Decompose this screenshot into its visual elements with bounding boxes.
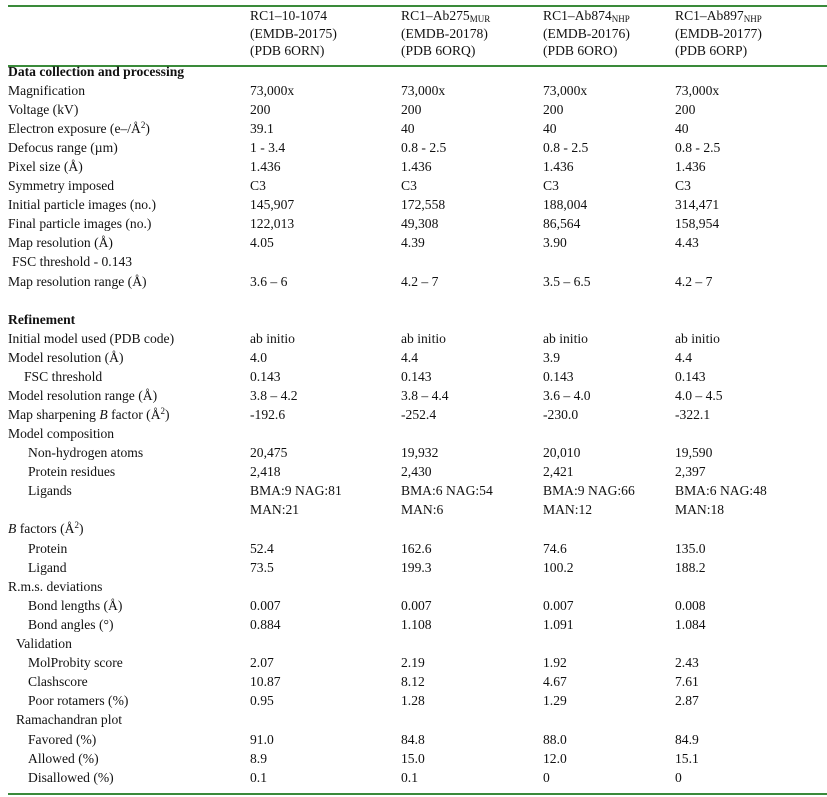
table-row — [8, 348, 827, 367]
cell-value: 20,010 — [543, 445, 581, 461]
cell-value: 1.92 — [543, 655, 567, 671]
table-row — [8, 100, 827, 119]
row-label: Model resolution (Å) — [8, 349, 124, 365]
row-label: Voltage (kV) — [8, 101, 79, 117]
row-label — [8, 405, 250, 424]
complex-name — [250, 7, 401, 25]
cell-value: 20,475 — [250, 445, 288, 461]
table-row — [8, 768, 827, 787]
cell-value: 88.0 — [543, 731, 567, 747]
complex-name — [543, 7, 675, 25]
row-label: Defocus range (µm) — [8, 139, 118, 155]
pdb-id: (PDB 6ORO) — [543, 43, 618, 58]
row-label — [8, 519, 827, 538]
complex-name-subscript: NHP — [743, 14, 762, 24]
complex-name-text: RC1–10-1074 — [250, 8, 328, 23]
cell-value: 188.2 — [675, 559, 706, 575]
pdb-id: (PDB 6ORP) — [675, 43, 748, 58]
row-label: Bond lengths (Å) — [28, 597, 123, 613]
spacer-cell — [8, 291, 827, 310]
label-italic: B — [99, 407, 108, 423]
cell-value — [543, 481, 675, 519]
emdb-id: (EMDB-20178) — [401, 25, 488, 41]
table-row — [8, 481, 827, 519]
cell-value: 3.5 – 6.5 — [543, 273, 591, 289]
row-label: Ligands — [28, 483, 72, 499]
cell-value: 10.87 — [250, 674, 281, 690]
row-label: Clashscore — [28, 674, 88, 690]
spacer-row — [8, 291, 827, 310]
cell-value: C3 — [401, 178, 417, 194]
cell-value: 4.0 – 4.5 — [675, 388, 723, 403]
cell-value: C3 — [543, 178, 559, 194]
section-heading: Refinement — [8, 311, 76, 327]
cell-value: 91.0 — [250, 731, 274, 747]
complex-name-subscript: MUR — [469, 14, 491, 24]
cell-value: 3.6 – 6 — [250, 273, 288, 289]
cell-value: 145,907 — [250, 197, 295, 213]
cell-value: 15.1 — [675, 750, 699, 766]
pdb-id: (PDB 6ORQ) — [401, 43, 476, 58]
cell-value: 4.4 — [675, 349, 692, 365]
table-row — [8, 519, 827, 538]
label-text: ) — [165, 407, 170, 423]
ligand-line: BMA:9 NAG:81 — [250, 483, 342, 499]
cell-value: C3 — [250, 178, 266, 194]
cell-value: 4.39 — [401, 235, 425, 251]
cell-value: 86,564 — [543, 216, 581, 232]
table-row — [8, 81, 827, 100]
cell-value: 135.0 — [675, 540, 706, 556]
table-row — [8, 214, 827, 233]
cell-value: 12.0 — [543, 750, 567, 766]
header-row — [8, 7, 827, 62]
table-row — [8, 672, 827, 691]
label-superscript: 2 — [74, 520, 79, 531]
cell-value: 0.143 — [543, 368, 574, 384]
row-label: Final particle images (no.) — [8, 216, 152, 232]
cell-value: 0.008 — [675, 597, 706, 613]
row-label: Model resolution range (Å) — [8, 388, 158, 403]
table-row — [8, 176, 827, 195]
cell-value: -230.0 — [543, 407, 579, 423]
table-row — [8, 577, 827, 596]
cell-value: 8.9 — [250, 750, 267, 766]
table-row — [8, 138, 827, 157]
table-row — [8, 233, 827, 252]
cell-value: 3.90 — [543, 235, 567, 251]
label-text: factors (Å — [16, 521, 75, 537]
cell-value: 158,954 — [675, 216, 720, 232]
cell-value: 0.007 — [543, 597, 574, 613]
ligand-line: BMA:6 NAG:54 — [401, 483, 493, 499]
table-row — [8, 195, 827, 214]
complex-name-text: RC1–Ab897 — [675, 8, 744, 23]
table-row — [8, 558, 827, 577]
table-row — [8, 119, 827, 138]
cell-value: -192.6 — [250, 407, 286, 423]
cell-value: 1.436 — [543, 158, 574, 174]
cell-value: 2,430 — [401, 464, 432, 480]
cell-value: 188,004 — [543, 197, 588, 213]
cell-value: 3.8 – 4.4 — [401, 388, 449, 403]
table-row — [8, 596, 827, 615]
table-row — [8, 424, 827, 443]
section-heading: Data collection and processing — [8, 63, 185, 79]
cell-value: 0.8 - 2.5 — [401, 139, 447, 155]
cell-value: ab initio — [250, 330, 295, 346]
cell-value: 1.084 — [675, 616, 706, 632]
row-label: Initial model used (PDB code) — [8, 330, 175, 346]
row-label: Protein — [28, 540, 68, 556]
row-label: Map resolution (Å) — [8, 235, 113, 251]
cell-value: 2,397 — [675, 464, 706, 480]
table-row — [8, 329, 827, 348]
emdb-id: (EMDB-20176) — [543, 25, 630, 41]
row-label: Disallowed (%) — [28, 769, 114, 785]
label-text: ) — [145, 120, 150, 136]
table-row — [8, 653, 827, 672]
ligand-line: BMA:6 NAG:48 — [675, 483, 767, 499]
cell-value: 2.43 — [675, 655, 699, 671]
cell-value: 0.143 — [250, 368, 281, 384]
row-label: Map resolution range (Å) — [8, 273, 147, 289]
cell-value: 8.12 — [401, 674, 425, 690]
row-label: Ligand — [28, 559, 67, 575]
cell-value: 73.5 — [250, 559, 274, 575]
cell-value: 0.8 - 2.5 — [675, 139, 721, 155]
cell-value: 314,471 — [675, 197, 720, 213]
row-label: Pixel size (Å) — [8, 158, 83, 174]
complex-name-subscript: NHP — [611, 14, 630, 24]
cell-value: 2.87 — [675, 693, 699, 709]
ligand-line: MAN:6 — [401, 502, 444, 518]
table-row — [8, 539, 827, 558]
cell-value: 172,558 — [401, 197, 446, 213]
label-text: ) — [78, 521, 84, 537]
cell-value: 0.143 — [675, 368, 706, 384]
row-label: Allowed (%) — [28, 750, 99, 766]
table-row — [8, 272, 827, 291]
table-row — [8, 710, 827, 729]
table-row — [8, 405, 827, 424]
cell-value: 4.05 — [250, 235, 274, 251]
row-label: Poor rotamers (%) — [28, 693, 129, 709]
cryo-em-statistics-table — [8, 7, 827, 787]
row-label: Validation — [16, 636, 72, 652]
section-row-refinement — [8, 310, 827, 329]
label-text: factor (Å — [107, 407, 161, 423]
label-superscript: 2 — [140, 119, 146, 130]
bottom-rule — [8, 793, 827, 795]
table-row — [8, 157, 827, 176]
row-label: R.m.s. deviations — [8, 578, 103, 594]
cell-value: 84.8 — [401, 731, 425, 747]
cell-value: 200 — [401, 101, 422, 117]
header-rc1-ab874 — [543, 7, 675, 62]
row-label: Favored (%) — [28, 731, 97, 747]
cell-value: 200 — [675, 101, 696, 117]
ligand-line: BMA:9 NAG:66 — [543, 483, 635, 499]
ligand-line: MAN:18 — [675, 502, 725, 518]
label-italic: B — [8, 521, 17, 537]
label-superscript: 2 — [160, 406, 166, 417]
cell-value: 39.1 — [250, 120, 274, 136]
cell-value: C3 — [675, 178, 691, 194]
cell-value: 73,000x — [675, 82, 720, 98]
table-row — [8, 634, 827, 653]
cell-value: 4.4 — [401, 349, 418, 365]
cell-value: 1.091 — [543, 616, 574, 632]
cell-value: 3.6 – 4.0 — [543, 388, 591, 403]
cell-value: 7.61 — [675, 674, 699, 690]
cell-value: ab initio — [401, 330, 446, 346]
cell-value: 4.2 – 7 — [675, 273, 713, 289]
cell-value: -252.4 — [401, 407, 437, 423]
cell-value: 19,590 — [675, 445, 713, 461]
cell-value: 0 — [675, 769, 682, 785]
cell-value: 1 - 3.4 — [250, 139, 286, 155]
table-row — [8, 615, 827, 634]
cell-value: 0.1 — [401, 769, 418, 785]
complex-name-text: RC1–Ab874 — [543, 8, 612, 23]
cell-value: ab initio — [543, 330, 588, 346]
header-rc1-ab897 — [675, 7, 827, 62]
header-label-cell — [8, 7, 250, 62]
complex-name-text: RC1–Ab275 — [401, 8, 470, 23]
cell-value: 162.6 — [401, 540, 432, 556]
cell-value: 73,000x — [250, 82, 295, 98]
cell-value: 1.436 — [401, 158, 432, 174]
cell-value — [675, 481, 827, 519]
ligand-line: MAN:21 — [250, 502, 300, 518]
table-row — [8, 462, 827, 481]
cell-value: 2.19 — [401, 655, 425, 671]
cell-value: 40 — [543, 120, 557, 136]
complex-name — [401, 7, 543, 25]
complex-name — [675, 7, 827, 25]
cell-value: 0.884 — [250, 616, 281, 632]
cell-value: 1.108 — [401, 616, 432, 632]
cell-value — [401, 481, 543, 519]
cell-value: 73,000x — [401, 82, 446, 98]
emdb-id: (EMDB-20175) — [250, 25, 337, 41]
cell-value: 4.0 — [250, 349, 267, 365]
cell-value: 1.29 — [543, 693, 567, 709]
cell-value: 4.2 – 7 — [401, 273, 439, 289]
cell-value: 2.07 — [250, 655, 274, 671]
cell-value: 19,932 — [401, 445, 439, 461]
cell-value: 3.8 – 4.2 — [250, 388, 298, 403]
table-row — [8, 730, 827, 749]
table-row — [8, 386, 827, 405]
table-row — [8, 252, 827, 271]
cell-value: 0.143 — [401, 368, 432, 384]
ligand-line: MAN:12 — [543, 502, 593, 518]
row-label: Ramachandran plot — [16, 712, 123, 728]
cell-value: 40 — [675, 120, 689, 136]
cell-value: 49,308 — [401, 216, 439, 232]
row-label: Protein residues — [28, 464, 116, 480]
section-row-data-collection — [8, 62, 827, 81]
table-row — [8, 691, 827, 710]
cell-value: 122,013 — [250, 216, 295, 232]
row-label: Magnification — [8, 82, 86, 98]
row-label: Non-hydrogen atoms — [28, 445, 144, 461]
header-rc1-ab275 — [401, 7, 543, 62]
cell-value: 1.436 — [250, 158, 281, 174]
label-text: Map sharpening — [8, 407, 100, 423]
table-row — [8, 443, 827, 462]
table-row — [8, 749, 827, 768]
cell-value: 3.9 — [543, 349, 560, 365]
cell-value: 1.436 — [675, 158, 706, 174]
cell-value: 0.1 — [250, 769, 267, 785]
row-label: Symmetry imposed — [8, 178, 115, 194]
cell-value: 4.43 — [675, 235, 699, 251]
row-label — [8, 119, 250, 138]
label-text: Electron exposure (e–/Å — [8, 120, 141, 136]
emdb-id: (EMDB-20177) — [675, 25, 762, 41]
cell-value: 0.007 — [250, 597, 281, 613]
cell-value: 73,000x — [543, 82, 588, 98]
row-label: FSC threshold — [24, 368, 103, 384]
cell-value: 0 — [543, 769, 550, 785]
cell-value: ab initio — [675, 330, 720, 346]
row-label: MolProbity score — [28, 655, 123, 671]
cell-value: 0.95 — [250, 693, 274, 709]
cell-value: 2,421 — [543, 464, 574, 480]
pdb-id: (PDB 6ORN) — [250, 43, 325, 58]
cell-value — [250, 481, 401, 519]
header-rc1-10-1074 — [250, 7, 401, 62]
cell-value: 0.007 — [401, 597, 432, 613]
cell-value: 100.2 — [543, 559, 574, 575]
row-label: Initial particle images (no.) — [8, 197, 156, 213]
cell-value: 15.0 — [401, 750, 425, 766]
cell-value: 2,418 — [250, 464, 281, 480]
cell-value: 0.8 - 2.5 — [543, 139, 589, 155]
cell-value: 74.6 — [543, 540, 567, 556]
cell-value: 40 — [401, 120, 415, 136]
row-label: Model composition — [8, 426, 115, 442]
cell-value: 84.9 — [675, 731, 699, 747]
cell-value: 1.28 — [401, 693, 425, 709]
cell-value: -322.1 — [675, 407, 711, 423]
cell-value: 52.4 — [250, 540, 274, 556]
table-row — [8, 367, 827, 386]
cell-value: 4.67 — [543, 674, 567, 690]
row-label: Bond angles (°) — [28, 616, 114, 632]
cell-value: 199.3 — [401, 559, 432, 575]
row-label: FSC threshold - 0.143 — [12, 254, 133, 270]
cell-value: 200 — [250, 101, 271, 117]
cell-value: 200 — [543, 101, 564, 117]
